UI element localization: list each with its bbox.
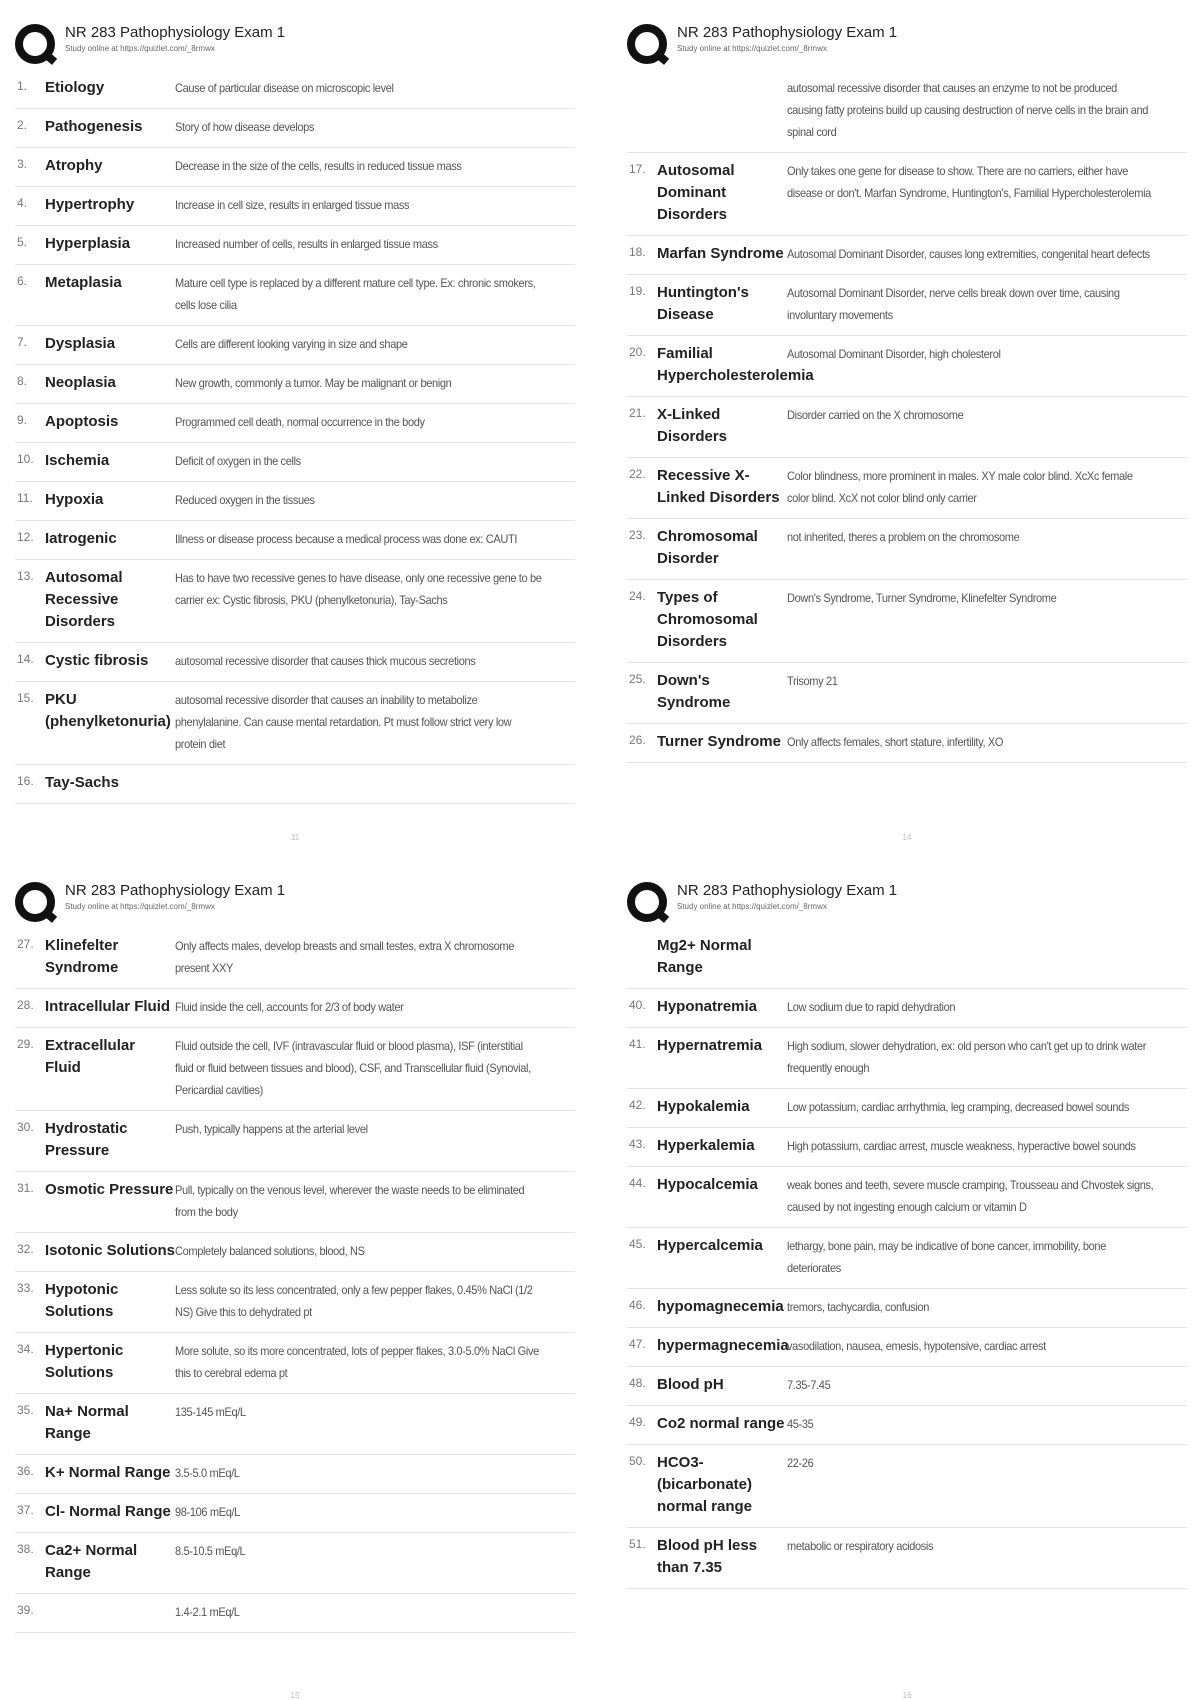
- definition: Reduced oxygen in the tissues: [175, 493, 315, 507]
- flashcard-row: [15, 482, 575, 521]
- flashcard-row: [15, 1172, 575, 1233]
- row-number: 4.: [17, 196, 28, 210]
- flashcard-row: [15, 682, 575, 765]
- row-number: 25.: [629, 672, 646, 686]
- page-number: 14: [902, 833, 912, 842]
- definition: 45-35: [787, 1417, 814, 1431]
- term: Blood pH: [657, 1376, 724, 1393]
- document-page: [15, 878, 575, 1700]
- definition: Deficit of oxygen in the cells: [175, 454, 301, 468]
- row-number: 40.: [629, 998, 646, 1012]
- flashcard-row: [15, 1233, 575, 1272]
- term: [45, 1601, 175, 1623]
- term: Hyperkalemia: [657, 1137, 755, 1154]
- term: Isotonic Solutions: [45, 1242, 175, 1259]
- row-number: 51.: [629, 1537, 646, 1551]
- definition: Down's Syndrome, Turner Syndrome, Klinefelter Syndrome: [787, 591, 1057, 605]
- definition: Color blindness, more prominent in males. XY male color blind. XcXc female color blind. XcX not color blind only carrier: [787, 469, 1133, 505]
- term: Tay-Sachs: [45, 774, 119, 791]
- quizlet-logo-icon: [15, 882, 55, 922]
- definition: More solute, so its more concentrated, lots of pepper flakes, 3.0-5.0% NaCl Give this to cerebral edema pt: [175, 1344, 539, 1380]
- row-number: 37.: [17, 1503, 34, 1517]
- header-text: [65, 20, 285, 53]
- term: Mg2+ Normal Range: [657, 937, 752, 976]
- flashcard-row: [627, 275, 1187, 336]
- page-header: [627, 878, 1187, 928]
- flashcard-row: [627, 236, 1187, 275]
- flashcard-row: [627, 663, 1187, 724]
- flashcard-row: [627, 1128, 1187, 1167]
- page-subtitle: Study online at https://quizlet.com/_8rmwx: [65, 44, 215, 53]
- row-number: 22.: [629, 467, 646, 481]
- row-number: 15.: [17, 691, 34, 705]
- row-number: 27.: [17, 937, 34, 951]
- term: Intracellular Fluid: [45, 998, 171, 1015]
- term: Ca2+ Normal Range: [45, 1542, 138, 1581]
- flashcard-row: [627, 397, 1187, 458]
- definition: metabolic or respiratory acidosis: [787, 1539, 934, 1553]
- term: hypermagnecemia: [657, 1337, 789, 1354]
- row-number: 14.: [17, 652, 34, 666]
- definition: 8.5-10.5 mEq/L: [175, 1544, 246, 1558]
- definition: autosomal recessive disorder that causes thick mucous secretions: [175, 654, 476, 668]
- flashcard-row: [15, 109, 575, 148]
- definition: 3.5-5.0 mEq/L: [175, 1466, 240, 1480]
- flashcard-row: [627, 1445, 1187, 1528]
- term: Recessive X-Linked Disorders: [657, 467, 780, 506]
- definition: Autosomal Dominant Disorder, nerve cells break down over time, causing involuntary movements: [787, 286, 1120, 322]
- term: Autosomal Recessive Disorders: [45, 569, 123, 630]
- term: Hypotonic Solutions: [45, 1281, 119, 1320]
- row-number: 2.: [17, 118, 28, 132]
- term: Chromosomal Disorder: [657, 528, 758, 567]
- flashcard-row: [15, 765, 575, 804]
- definition: Only takes one gene for disease to show. There are no carriers, either have disease or don't. Marfan Syndrome, Huntington's, Familial Hypercholesterolemia: [787, 164, 1151, 200]
- definition: Decrease in the size of the cells, results in reduced tissue mass: [175, 159, 462, 173]
- row-number: [627, 77, 657, 143]
- quizlet-logo-icon: [627, 24, 667, 64]
- row-number: 20.: [629, 345, 646, 359]
- row-number: 21.: [629, 406, 646, 420]
- term: Blood pH less than 7.35: [657, 1537, 758, 1576]
- definition: Fluid inside the cell, accounts for 2/3 of body water: [175, 1000, 404, 1014]
- page-title: NR 283 Pathophysiology Exam 1: [677, 24, 898, 41]
- term: Iatrogenic: [45, 530, 117, 547]
- row-number: 5.: [17, 235, 28, 249]
- flashcard-row: [15, 1394, 575, 1455]
- flashcard-row: [627, 336, 1187, 397]
- definition: autosomal recessive disorder that causes an inability to metabolize phenylalanine. Can cause mental retardation. Pt must follow strict very low protein diet: [175, 693, 512, 751]
- definition: Disorder carried on the X chromosome: [787, 408, 964, 422]
- row-number: 26.: [629, 733, 646, 747]
- definition: High sodium, slower dehydration, ex: old person who can't get up to drink water frequently enough: [787, 1039, 1147, 1075]
- flashcard-row: [627, 1228, 1187, 1289]
- term: X-Linked Disorders: [657, 406, 728, 445]
- term: Metaplasia: [45, 274, 122, 291]
- row-number: 7.: [17, 335, 28, 349]
- term: [657, 77, 787, 143]
- definition: [787, 935, 1155, 979]
- row-number: 16.: [17, 774, 34, 788]
- definition: Low sodium due to rapid dehydration: [787, 1000, 956, 1014]
- flashcard-row: [15, 1028, 575, 1111]
- row-number: 36.: [17, 1464, 34, 1478]
- flashcard-row: [15, 1494, 575, 1533]
- definition: lethargy, bone pain, may be indicative of bone cancer, immobility, bone deteriorates: [787, 1239, 1106, 1275]
- row-number: 34.: [17, 1342, 34, 1356]
- row-number: 42.: [629, 1098, 646, 1112]
- page-header: [15, 20, 575, 70]
- page-subtitle: Study online at https://quizlet.com/_8rmwx: [65, 902, 215, 911]
- definition: 7.35-7.45: [787, 1378, 831, 1392]
- page-subtitle: Study online at https://quizlet.com/_8rmwx: [677, 44, 827, 53]
- row-number: 19.: [629, 284, 646, 298]
- row-number: 12.: [17, 530, 34, 544]
- flashcard-row: [15, 928, 575, 989]
- term: Turner Syndrome: [657, 733, 781, 750]
- flashcard-row: [627, 1028, 1187, 1089]
- term: Types of Chromosomal Disorders: [657, 589, 758, 650]
- term: Hyponatremia: [657, 998, 758, 1015]
- flashcard-row: [15, 1333, 575, 1394]
- term: Hypercalcemia: [657, 1237, 763, 1254]
- term: Hyperplasia: [45, 235, 131, 252]
- flashcard-row: [15, 148, 575, 187]
- flashcard-row: [15, 1533, 575, 1594]
- definition: Push, typically happens at the arterial level: [175, 1122, 368, 1136]
- flashcard-row: [15, 443, 575, 482]
- term: Co2 normal range: [657, 1415, 785, 1432]
- term: Klinefelter Syndrome: [45, 937, 119, 976]
- row-number: 46.: [629, 1298, 646, 1312]
- row-number: 38.: [17, 1542, 34, 1556]
- term: Hydrostatic Pressure: [45, 1120, 128, 1159]
- definition: 1.4-2.1 mEq/L: [175, 1605, 240, 1619]
- term: Na+ Normal Range: [45, 1403, 129, 1442]
- flashcard-row: [15, 70, 575, 109]
- row-number: 10.: [17, 452, 34, 466]
- definition: not inherited, theres a problem on the chromosome: [787, 530, 1020, 544]
- definition: Cause of particular disease on microscopic level: [175, 81, 394, 95]
- definition: weak bones and teeth, severe muscle cramping, Trousseau and Chvostek signs, caused by not ingesting enough calcium or vitamin D: [787, 1178, 1154, 1214]
- page-header: [627, 20, 1187, 70]
- term: Hypokalemia: [657, 1098, 750, 1115]
- flashcard-row: [15, 989, 575, 1028]
- flashcard-row: [15, 1594, 575, 1633]
- row-number: 31.: [17, 1181, 34, 1195]
- row-number: 28.: [17, 998, 34, 1012]
- term: Neoplasia: [45, 374, 116, 391]
- term: Extracellular Fluid: [45, 1037, 136, 1076]
- term: Hypocalcemia: [657, 1176, 758, 1193]
- page-number: 15: [290, 1691, 300, 1700]
- flashcard-row: [627, 1406, 1187, 1445]
- term: Hypernatremia: [657, 1037, 763, 1054]
- flashcard-row: [15, 1455, 575, 1494]
- definition: Fluid outside the cell, IVF (intravascular fluid or blood plasma), ISF (interstitial fluid or fluid between tissues and blood), CSF, and Transcellular fluid (Synovial, Pericardial cavities): [175, 1039, 531, 1097]
- definition: Less solute so its less concentrated, only a few pepper flakes, 0.45% NaCl (1/2 NS) Give this to dehydrated pt: [175, 1283, 533, 1319]
- term: Marfan Syndrome: [657, 245, 784, 262]
- flashcard-row: [15, 326, 575, 365]
- flashcard-row: [627, 1328, 1187, 1367]
- term: Ischemia: [45, 452, 110, 469]
- term: Cystic fibrosis: [45, 652, 149, 669]
- page-subtitle: Study online at https://quizlet.com/_8rmwx: [677, 902, 827, 911]
- definition: Autosomal Dominant Disorder, high cholesterol: [787, 347, 1001, 361]
- flashcard-row: [15, 187, 575, 226]
- row-number: 17.: [629, 162, 646, 176]
- definition: Low potassium, cardiac arrhythmia, leg cramping, decreased bowel sounds: [787, 1100, 1130, 1114]
- term: Hypertrophy: [45, 196, 135, 213]
- row-number: 45.: [629, 1237, 646, 1251]
- row-number: 44.: [629, 1176, 646, 1190]
- row-number: 32.: [17, 1242, 34, 1256]
- row-number: [627, 935, 657, 979]
- row-number: 35.: [17, 1403, 34, 1417]
- definition: autosomal recessive disorder that causes an enzyme to not be produced causing fatty proteins build up causing destruction of nerve cells in the brain and spinal cord: [787, 81, 1148, 139]
- definition: Completely balanced solutions, blood, NS: [175, 1244, 365, 1258]
- flashcard-row: [627, 1167, 1187, 1228]
- row-number: 8.: [17, 374, 28, 388]
- flashcard-row: [15, 226, 575, 265]
- page-title: NR 283 Pathophysiology Exam 1: [65, 882, 286, 899]
- quizlet-logo-icon: [627, 882, 667, 922]
- definition: 22-26: [787, 1456, 814, 1470]
- definition: 135-145 mEq/L: [175, 1405, 246, 1419]
- header-text: [677, 878, 897, 911]
- term: hypomagnecemia: [657, 1298, 784, 1315]
- flashcard-row: [15, 643, 575, 682]
- row-number: 29.: [17, 1037, 34, 1051]
- flashcard-row: [627, 1367, 1187, 1406]
- row-number: 33.: [17, 1281, 34, 1295]
- definition: Trisomy 21: [787, 674, 838, 688]
- page-title: NR 283 Pathophysiology Exam 1: [65, 24, 286, 41]
- term: Atrophy: [45, 157, 103, 174]
- header-text: [65, 878, 285, 911]
- definition: New growth, commonly a tumor. May be malignant or benign: [175, 376, 452, 390]
- quizlet-logo-icon: [15, 24, 55, 64]
- term: HCO3- (bicarbonate) normal range: [657, 1454, 753, 1515]
- definition: Programmed cell death, normal occurrence in the body: [175, 415, 425, 429]
- definition: Increase in cell size, results in enlarged tissue mass: [175, 198, 410, 212]
- flashcard-row: [15, 265, 575, 326]
- row-number: 3.: [17, 157, 28, 171]
- document-page: [627, 20, 1187, 850]
- flashcard-row: [627, 519, 1187, 580]
- row-number: 1.: [17, 79, 28, 93]
- definition: vasodilation, nausea, emesis, hypotensive, cardiac arrest: [787, 1339, 1046, 1353]
- row-number: 24.: [629, 589, 646, 603]
- row-number: 13.: [17, 569, 34, 583]
- definition: High potassium, cardiac arrest, muscle weakness, hyperactive bowel sounds: [787, 1139, 1136, 1153]
- term: Cl- Normal Range: [45, 1503, 171, 1520]
- page-title: NR 283 Pathophysiology Exam 1: [677, 882, 898, 899]
- term: Autosomal Dominant Disorders: [657, 162, 735, 223]
- term: Huntington's Disease: [657, 284, 749, 323]
- term: Pathogenesis: [45, 118, 143, 135]
- term: PKU (phenylketonuria): [45, 691, 171, 730]
- flashcard-row: [627, 580, 1187, 663]
- definition: Only affects females, short stature, infertility, XO: [787, 735, 1004, 749]
- definition: Pull, typically on the venous level, wherever the waste needs to be eliminated from the body: [175, 1183, 525, 1219]
- page-number: 16: [902, 1691, 912, 1700]
- definition: Increased number of cells, results in enlarged tissue mass: [175, 237, 438, 251]
- flashcard-row: [627, 928, 1187, 989]
- flashcard-row: [627, 1089, 1187, 1128]
- flashcard-row: [627, 989, 1187, 1028]
- flashcard-row: [15, 365, 575, 404]
- row-number: 41.: [629, 1037, 646, 1051]
- term: Hypoxia: [45, 491, 104, 508]
- definition: Has to have two recessive genes to have disease, only one recessive gene to be carrier ex: Cystic fibrosis, PKU (phenylketonuria), Tay-Sachs: [175, 571, 542, 607]
- document-page: [15, 20, 575, 850]
- row-number: 9.: [17, 413, 28, 427]
- definition: [175, 772, 543, 794]
- definition: Only affects males, develop breasts and small testes, extra X chromosome present XXY: [175, 939, 515, 975]
- page-header: [15, 878, 575, 928]
- flashcard-row: [627, 458, 1187, 519]
- definition: Autosomal Dominant Disorder, causes long extremities, congenital heart defects: [787, 247, 1150, 261]
- flashcard-row: [15, 521, 575, 560]
- row-number: 23.: [629, 528, 646, 542]
- row-number: 18.: [629, 245, 646, 259]
- row-number: 39.: [17, 1603, 34, 1617]
- row-number: 49.: [629, 1415, 646, 1429]
- term: Hypertonic Solutions: [45, 1342, 124, 1381]
- page-number: 11: [290, 833, 300, 842]
- document-page: [627, 878, 1187, 1700]
- flashcard-row: [15, 1272, 575, 1333]
- row-number: 48.: [629, 1376, 646, 1390]
- flashcard-row: [15, 404, 575, 443]
- flashcard-row: [627, 1289, 1187, 1328]
- definition: Story of how disease develops: [175, 120, 315, 134]
- row-number: 6.: [17, 274, 28, 288]
- flashcard-row: [627, 70, 1187, 153]
- flashcard-row: [15, 1111, 575, 1172]
- definition: Mature cell type is replaced by a different mature cell type. Ex: chronic smokers, cells lose cilia: [175, 276, 536, 312]
- term: Dysplasia: [45, 335, 116, 352]
- row-number: 30.: [17, 1120, 34, 1134]
- term: Apoptosis: [45, 413, 119, 430]
- row-number: 50.: [629, 1454, 646, 1468]
- term: Familial Hypercholesterolemia: [657, 345, 814, 384]
- row-number: 43.: [629, 1137, 646, 1151]
- flashcard-row: [15, 560, 575, 643]
- term: Osmotic Pressure: [45, 1181, 174, 1198]
- flashcard-row: [627, 724, 1187, 763]
- flashcard-row: [627, 153, 1187, 236]
- term: Down's Syndrome: [657, 672, 731, 711]
- definition: Illness or disease process because a medical process was done ex: CAUTI: [175, 532, 518, 546]
- term: K+ Normal Range: [45, 1464, 171, 1481]
- row-number: 47.: [629, 1337, 646, 1351]
- flashcard-row: [627, 1528, 1187, 1589]
- definition: tremors, tachycardia, confusion: [787, 1300, 929, 1314]
- row-number: 11.: [17, 491, 33, 505]
- definition: 98-106 mEq/L: [175, 1505, 240, 1519]
- term: Etiology: [45, 79, 105, 96]
- header-text: [677, 20, 897, 53]
- definition: Cells are different looking varying in size and shape: [175, 337, 408, 351]
